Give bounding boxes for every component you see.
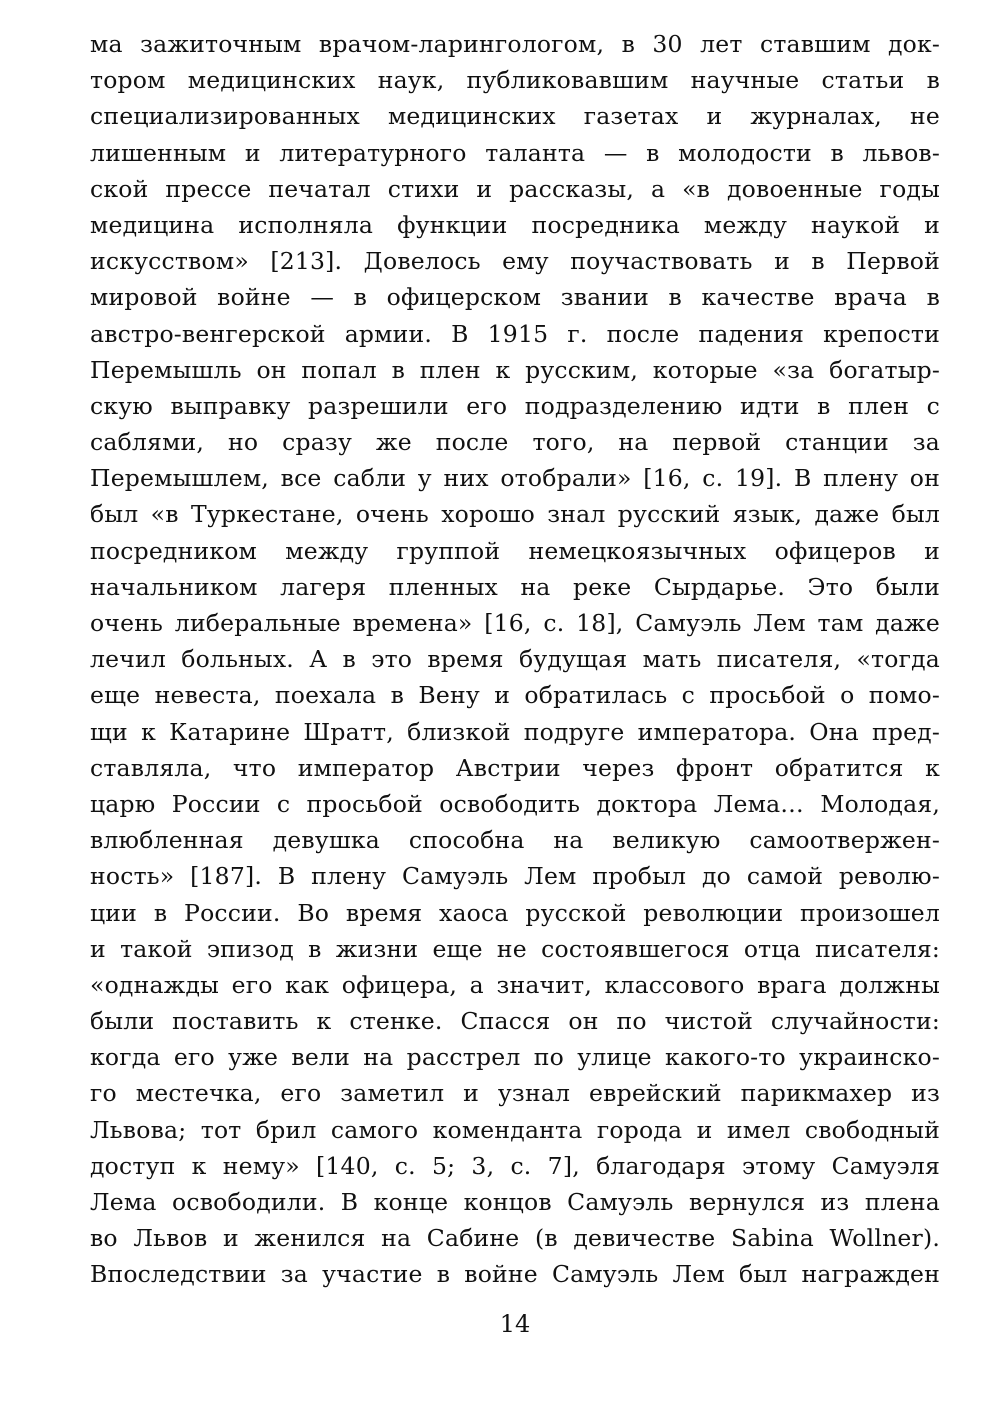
text-line: мировой войне — в офицерском звании в качестве врача в — [90, 283, 940, 312]
text-line: «однажды его как офицера, а значит, классового врага должны — [90, 970, 940, 999]
text-line: Впоследствии за участие в войне Самуэль Лем был награжден — [90, 1260, 940, 1289]
text-line: скую выправку разрешили его подразделению идти в плен с — [90, 391, 940, 420]
text-line: были поставить к стенке. Спасся он по чистой случайности: — [90, 1007, 940, 1036]
text-line: специализированных медицинских газетах и журналах, не — [90, 102, 940, 131]
text-line: саблями, но сразу же после того, на первой станции за — [90, 428, 940, 457]
text-line: очень либеральные времена» [16, с. 18], Самуэль Лем там даже — [90, 609, 940, 637]
text-line: ма зажиточным врачом-ларингологом, в 30 лет ставшим док- — [90, 30, 940, 58]
text-line: лечил больных. А в это время будущая мать писателя, «тогда — [90, 645, 940, 674]
text-line: был «в Туркестане, очень хорошо знал русский язык, даже был — [90, 500, 940, 529]
text-line: Львова; тот брил самого коменданта города и имел свободный — [90, 1115, 940, 1144]
body-text — [90, 26, 940, 1293]
text-line: австро-венгерской армии. В 1915 г. после падения крепости — [90, 319, 940, 348]
text-line: и такой эпизод в жизни еще не состоявшегося отца писателя: — [90, 934, 940, 963]
page-number: 14 — [499, 1310, 531, 1338]
text-line: искусством» [213]. Довелось ему поучаствовать и в Первой — [90, 247, 940, 276]
text-line: ской прессе печатал стихи и рассказы, а «в довоенные годы — [90, 174, 940, 203]
text-line: влюбленная девушка способна на великую самоотвержен- — [90, 826, 940, 855]
text-line: лишенным и литературного таланта — в молодости в львов- — [90, 138, 940, 167]
text-line: начальником лагеря пленных на реке Сырдарье. Это были — [90, 572, 940, 601]
text-line: медицина исполняла функции посредника между наукой и — [90, 210, 940, 239]
text-line: Перемышлем, все сабли у них отобрали» [16, с. 19]. В плену он — [90, 464, 940, 493]
text-line: Перемышль он попал в плен к русским, которые «за богатыр- — [90, 355, 940, 384]
text-line: царю России с просьбой освободить доктора Лема… Молодая, — [90, 789, 940, 818]
text-line: го местечка, его заметил и узнал еврейский парикмахер из — [90, 1079, 940, 1108]
text-line: тором медицинских наук, публиковавшим научные статьи в — [90, 66, 940, 95]
text-line: доступ к нему» [140, с. 5; 3, с. 7], благодаря этому Самуэля — [90, 1151, 940, 1180]
text-line: Лема освободили. В конце концов Самуэль вернулся из плена — [90, 1188, 940, 1216]
text-line: когда его уже вели на расстрел по улице какого-то украинско- — [90, 1043, 940, 1072]
text-line: во Львов и женился на Сабине (в девичестве Sabina Wollner). — [90, 1224, 940, 1253]
text-line: ставляла, что император Австрии через фронт обратится к — [90, 753, 940, 782]
text-line: ции в России. Во время хаоса русской революции произошел — [90, 898, 940, 927]
text-line: еще невеста, поехала в Вену и обратилась с просьбой о помо- — [90, 681, 940, 710]
text-line: ность» [187]. В плену Самуэль Лем пробыл до самой револю- — [90, 862, 940, 891]
text-line: посредником между группой немецкоязычных офицеров и — [90, 536, 940, 565]
text-line: щи к Катарине Шратт, близкой подруге императора. Она пред- — [90, 717, 940, 746]
